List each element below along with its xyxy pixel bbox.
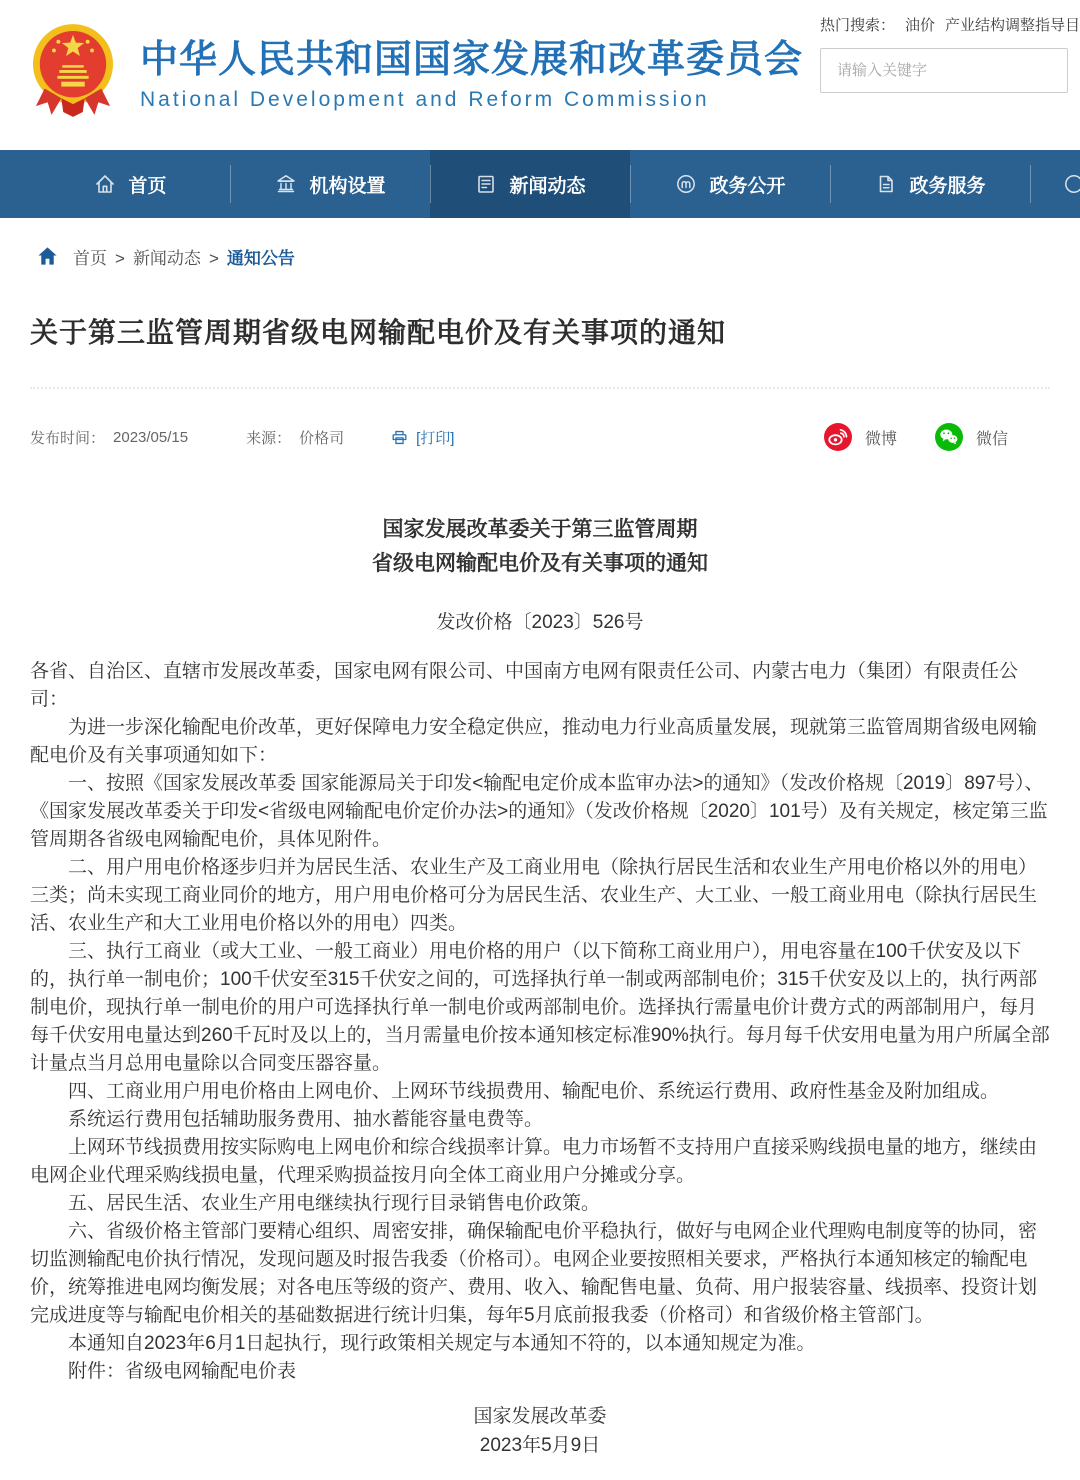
nav-item-label: 机构设置 bbox=[309, 175, 386, 197]
home-icon bbox=[93, 172, 117, 196]
hot-search-link-oil-price[interactable]: 油价 bbox=[905, 17, 936, 34]
search-input[interactable] bbox=[820, 48, 1068, 93]
header-right bbox=[820, 14, 1080, 93]
national-emblem-logo bbox=[32, 20, 114, 120]
nav-item-more[interactable] bbox=[1030, 150, 1080, 218]
nav-item-gov-open[interactable] bbox=[630, 150, 830, 218]
service-icon bbox=[874, 172, 898, 196]
breadcrumb-separator: > bbox=[208, 249, 219, 268]
nav-inner bbox=[30, 150, 1080, 218]
article bbox=[30, 513, 1050, 1460]
main-nav bbox=[0, 150, 1080, 218]
breadcrumb-item-home[interactable]: 首页 bbox=[73, 249, 107, 268]
nav-item-gov-service[interactable] bbox=[830, 150, 1030, 218]
hot-search-label: 热门搜索： bbox=[820, 17, 896, 34]
publish-time-label: 发布时间： bbox=[30, 429, 106, 447]
site-header bbox=[0, 0, 1080, 150]
site-title-cn: 中华人民共和国国家发展和改革委员会 bbox=[140, 39, 804, 81]
article-body bbox=[30, 658, 1050, 1386]
source bbox=[246, 427, 344, 448]
nav-item-label: 新闻动态 bbox=[509, 175, 586, 197]
source-value: 价格司 bbox=[299, 429, 345, 447]
hot-search bbox=[820, 14, 1080, 35]
article-heading-line1: 国家发展改革委关于第三监管周期 bbox=[382, 518, 698, 541]
meta-row bbox=[30, 421, 1050, 453]
print-button[interactable] bbox=[390, 427, 454, 448]
wechat-icon bbox=[935, 423, 963, 451]
nav-item-news[interactable] bbox=[430, 150, 630, 218]
nav-item-home[interactable] bbox=[30, 150, 230, 218]
paragraph-2: 一、按照《国家发展改革委 国家能源局关于印发<输配电定价成本监审办法>的通知》（发改价格规〔2019〕897号）、《国家发展改革委关于印发<省级电网输配电价定价办法>的通知》（发改价格规〔2020〕101号）及有关规定，核定第三监管周期各省级电网输配电价，具体见附件。 bbox=[30, 773, 1048, 850]
paragraph-9: 六、省级价格主管部门要精心组织、周密安排，确保输配电价平稳执行，做好与电网企业代理购电制度等的协同，密切监测输配电价执行情况，发现问题及时报告我委（价格司）。电网企业要按照相关要求，严格执行本通知核定的输配电价，统筹推进电网均衡发展；对各电压等级的资产、费用、收入、输配售电量、负荷、用户报装容量、线损率、投资计划完成进度等与输配电价相关的基础数据进行统计归集，每年5月底前报我委（价格司）和省级价格主管部门。 bbox=[30, 1221, 1038, 1326]
nav-item-label: 政务服务 bbox=[909, 175, 986, 197]
breadcrumb-separator: > bbox=[115, 249, 125, 268]
paragraph-7: 上网环节线损费用按实际购电上网电价和综合线损率计算。电力市场暂不支持用户直接采购线损电量的地方，继续由电网企业代理采购线损电量，代理采购损益按月向全体工商业用户分摊或分享。 bbox=[30, 1137, 1038, 1186]
share-weibo-label: 微博 bbox=[864, 430, 897, 448]
paragraph-11: 附件：省级电网输配电价表 bbox=[68, 1361, 297, 1382]
paragraph-5: 四、工商业用户用电价格由上网电价、上网环节线损费用、输配电价、系统运行费用、政府性基金及附加组成。 bbox=[68, 1081, 1000, 1102]
share-bar bbox=[824, 421, 1008, 453]
signature-date: 2023年5月9日 bbox=[479, 1435, 601, 1456]
nav-item-org[interactable] bbox=[230, 150, 430, 218]
weibo-icon bbox=[824, 423, 852, 451]
paragraph-4: 三、执行工商业（或大工业、一般工商业）用电价格的用户（以下简称工商业用户），用电容量在100千伏安及以下的，执行单一制电价；100千伏安至315千伏安之间的，可选择执行单一制或两部制电价；315千伏安及以上的，执行两部制电价，现执行单一制电价的用户可选择执行单一制电价或两部制电价。选择执行需量电价计费方式的两部制用户，每月每千伏安用电量达到260千瓦时及以上的，当月需量电价按本通知核定标准90%执行。每月每千伏安用电量为用户所属全部计量点当月总用电量除以合同变压器容量。 bbox=[30, 941, 1050, 1074]
site-title-en: National Development and Reform Commission bbox=[140, 88, 710, 111]
news-icon bbox=[474, 172, 498, 196]
hot-search-link-industry-catalog[interactable]: 产业结构调整指导目 bbox=[945, 17, 1080, 34]
document-number: 发改价格〔2023〕526号 bbox=[436, 612, 644, 633]
brand-text bbox=[140, 28, 803, 112]
printer-icon bbox=[390, 428, 409, 447]
breadcrumb-item-news[interactable]: 新闻动态 bbox=[132, 249, 201, 268]
share-weibo-button[interactable] bbox=[824, 423, 897, 451]
publish-time bbox=[30, 427, 188, 448]
publish-time-value: 2023/05/15 bbox=[113, 428, 189, 446]
brand[interactable] bbox=[32, 20, 803, 120]
print-label: [打印] bbox=[416, 429, 455, 447]
nav-item-label: 政务公开 bbox=[709, 175, 786, 197]
institution-icon bbox=[274, 172, 298, 196]
paragraph-8: 五、居民生活、农业生产用电继续执行现行目录销售电价政策。 bbox=[68, 1193, 601, 1214]
page-title: 关于第三监管周期省级电网输配电价及有关事项的通知 bbox=[30, 317, 727, 348]
broadcast-icon bbox=[674, 172, 698, 196]
paragraph-0: 各省、自治区、直辖市发展改革委，国家电网有限公司、中国南方电网有限责任公司、内蒙古电力（集团）有限责任公司： bbox=[30, 661, 1019, 710]
breadcrumb bbox=[36, 244, 1080, 269]
paragraph-6: 系统运行费用包括辅助服务费用、抽水蓄能容量电费等。 bbox=[68, 1109, 544, 1130]
paragraph-10: 本通知自2023年6月1日起执行，现行政策相关规定与本通知不符的，以本通知规定为准。 bbox=[68, 1333, 816, 1354]
source-label: 来源： bbox=[246, 429, 292, 447]
partial-icon bbox=[1062, 172, 1080, 196]
paragraph-3: 二、用户用电价格逐步归并为居民生活、农业生产及工商业用电（除执行居民生活和农业生产用电价格以外的用电）三类；尚未实现工商业同价的地方，用户用电价格可分为居民生活、农业生产、大工业、一般工商业用电（除执行居民生活、农业生产和大工业用电价格以外的用电）四类。 bbox=[30, 857, 1038, 934]
share-wechat-label: 微信 bbox=[975, 430, 1008, 448]
paragraph-1: 为进一步深化输配电价改革，更好保障电力安全稳定供应，推动电力行业高质量发展，现就第三监管周期省级电网输配电价及有关事项通知如下： bbox=[30, 717, 1038, 766]
home-icon[interactable] bbox=[36, 245, 59, 268]
dotted-divider bbox=[30, 387, 1050, 389]
signature-org: 国家发展改革委 bbox=[473, 1406, 607, 1427]
breadcrumb-item-notice[interactable]: 通知公告 bbox=[226, 249, 295, 268]
article-heading-line2: 省级电网输配电价及有关事项的通知 bbox=[372, 552, 708, 575]
nav-item-label: 首页 bbox=[128, 175, 167, 197]
share-wechat-button[interactable] bbox=[935, 423, 1008, 451]
